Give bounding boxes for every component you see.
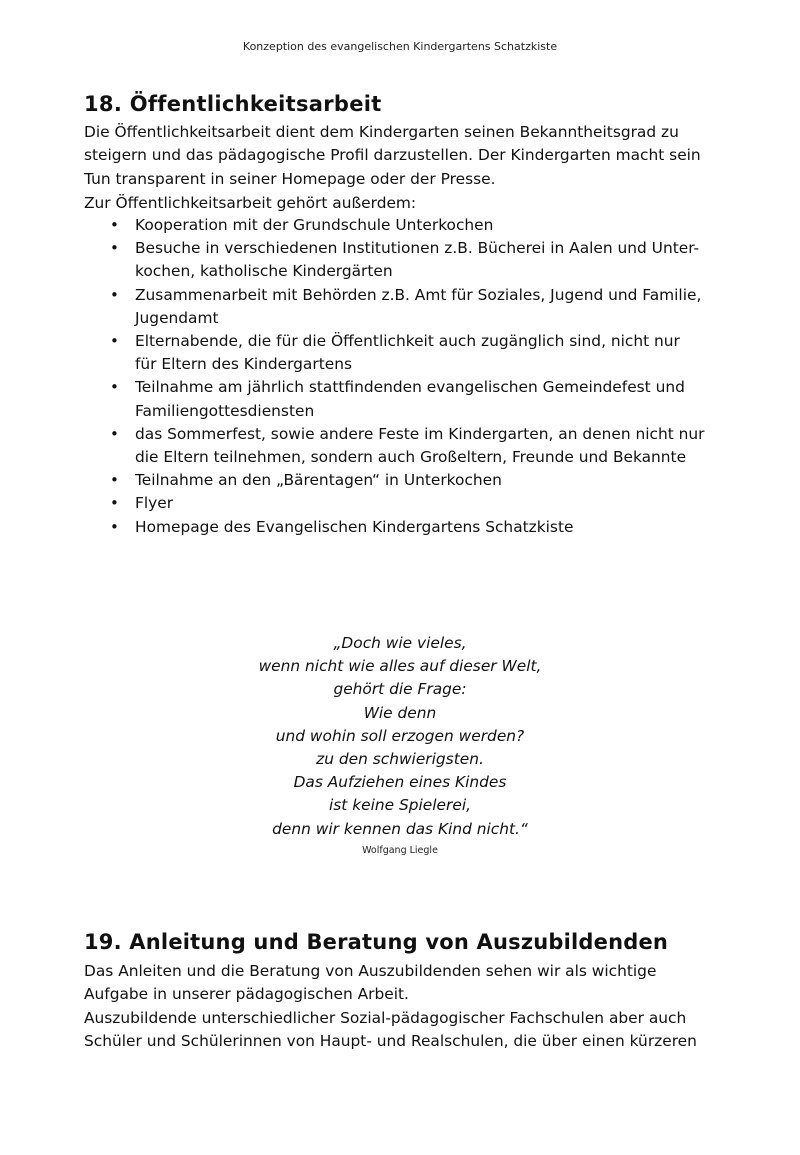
text-line: Die Öffentlichkeitsarbeit dient dem Kindergarten seinen Bekanntheitsgrad zu [84, 123, 679, 141]
list-item-line: • Homepage des Evangelischen Kindergartens Schatzkiste [135, 517, 574, 536]
list-item [84, 423, 724, 469]
quote-line: denn wir kennen das Kind nicht.“ [272, 819, 528, 838]
quote-line: Wie denn [363, 703, 437, 722]
list-item [84, 492, 724, 515]
list-item-line: • Zusammenarbeit mit Behörden z.B. Amt für Soziales, Jugend und Familie, [135, 285, 702, 304]
text-line: Aufgabe in unserer pädagogischen Arbeit. [84, 985, 409, 1004]
list-item [84, 237, 724, 283]
list-item-line: • Elternabende, die für die Öffentlichkeit auch zugänglich sind, nicht nur [135, 332, 680, 351]
section-18-title: 18. Öffentlichkeitsarbeit [84, 92, 382, 116]
list-item [84, 376, 724, 422]
list-item-line: • Besuche in verschiedenen Institutionen z.B. Bücherei in Aalen und Unter- [135, 239, 700, 258]
text-line: Schüler und Schülerinnen von Haupt- und Realschulen, die über einen kürzeren [84, 1032, 697, 1051]
section-19-paragraph-1 [84, 960, 724, 1007]
list-item-line: • Flyer [135, 494, 174, 513]
list-item-line: Familiengottesdiensten [135, 401, 315, 420]
quote-line: gehört die Frage: [333, 680, 467, 699]
quote-line: wenn nicht wie alles auf dieser Welt, [258, 657, 542, 676]
list-item [84, 284, 724, 330]
text-line: Auszubildende unterschiedlicher Sozial-pädagogischer Fachschulen aber auch [84, 1009, 687, 1027]
quote-line: zu den schwierigsten. [316, 750, 484, 769]
list-item-line: • das Sommerfest, sowie andere Feste im Kindergarten, an denen nicht nur [135, 424, 705, 443]
quote-line: „Doch wie vieles, [333, 634, 467, 652]
list-item-line: kochen, katholische Kindergärten [135, 262, 393, 281]
list-item [84, 469, 724, 492]
quote-line: ist keine Spielerei, [329, 796, 471, 815]
list-item-line: die Eltern teilnehmen, sondern auch Großeltern, Freunde und Bekannte [135, 448, 687, 467]
list-item-line: • Teilnahme an den „Bärentagen“ in Unterkochen [135, 471, 502, 490]
text-line: Tun transparent in seiner Homepage oder der Presse. [84, 169, 496, 188]
running-header: Konzeption des evangelischen Kindergartens Schatzkiste [242, 40, 558, 53]
section-18-list-intro [84, 192, 724, 215]
list-item-line: Jugendamt [135, 308, 219, 327]
text-line: Zur Öffentlichkeitsarbeit gehört außerdem: [84, 194, 417, 212]
text-line: Das Anleiten und die Beratung von Auszubildenden sehen wir als wichtige [84, 962, 657, 980]
section-19-title: 19. Anleitung und Beratung von Auszubildenden [84, 930, 669, 954]
list-item-line: • Kooperation mit der Grundschule Unterkochen [135, 216, 494, 234]
text-line: steigern und das pädagogische Profil darzustellen. Der Kindergarten macht sein [84, 146, 701, 165]
quote-line: Das Aufziehen eines Kindes [293, 773, 507, 792]
list-item [84, 214, 724, 237]
list-item-line: für Eltern des Kindergartens [135, 355, 352, 374]
section-18-intro [84, 121, 724, 191]
quote-author: Wolfgang Liegle [362, 845, 438, 856]
list-item [84, 330, 724, 376]
list-item [84, 516, 724, 539]
quote-block [0, 632, 800, 841]
list-item-line: • Teilnahme am jährlich stattfindenden evangelischen Gemeindefest und [135, 378, 685, 397]
quote-line: und wohin soll erzogen werden? [275, 726, 525, 745]
section-19-paragraph-2 [84, 1007, 724, 1054]
public-relations-list [84, 214, 724, 539]
